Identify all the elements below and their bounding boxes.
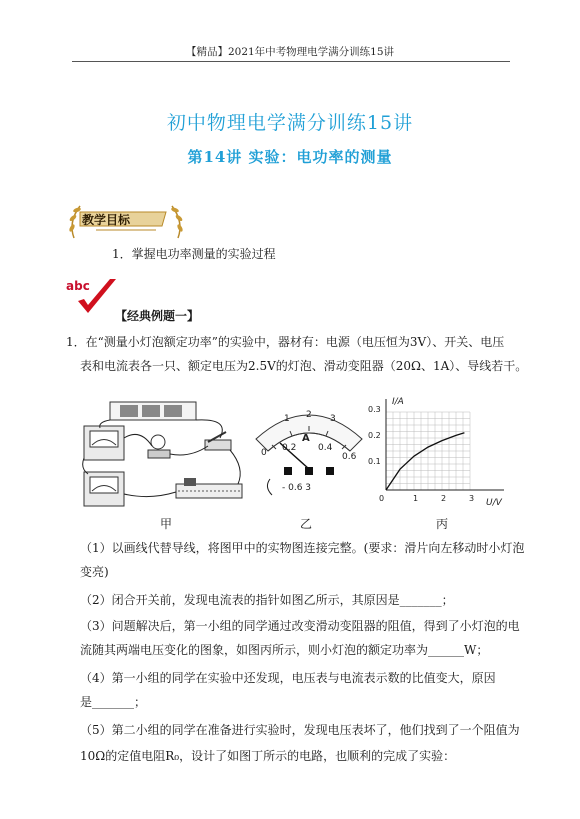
header-rule — [72, 61, 510, 62]
sub-question-4a: （4）第一小组的同学在实验中还发现，电压表与电流表示数的比值变大，原因 — [80, 671, 496, 685]
example-heading: 【经典例题一】 — [115, 309, 200, 323]
figure-iu-graph — [368, 395, 518, 510]
sub-question-3a: （3）问题解决后，第一小组的同学通过改变滑动变阻器的阻值，得到了小灯泡的电 — [80, 619, 520, 633]
sub-question-5a: （5）第二小组的同学在准备进行实验时，发现电压表坏了，他们找到了一个阻值为 — [80, 723, 520, 737]
y-tick-0.1: 0.1 — [368, 457, 381, 466]
y-axis-label: I/A — [392, 397, 404, 407]
meter-terminals: - 0.6 3 — [282, 483, 312, 493]
lesson-subtitle: 第14讲 实验：电功率的测量 — [187, 148, 393, 166]
meter-top-tick-2: 2 — [306, 410, 312, 420]
figure-circuit-apparatus — [80, 398, 250, 510]
iu-curve — [386, 433, 464, 490]
meter-tick-0.6: 0.6 — [342, 452, 357, 462]
sub-question-4b: 是_______； — [80, 695, 147, 709]
sub-question-3b: 流随其两端电压变化的图象，如图丙所示，则小灯泡的额定功率为______W； — [80, 643, 489, 657]
meter-tick-0.4: 0.4 — [318, 443, 333, 453]
abc-checkmark-icon — [64, 275, 120, 317]
sub-question-1b: 变亮) — [80, 565, 109, 579]
running-header: 【精品】2021年中考物理电学满分训练15讲 — [185, 46, 395, 58]
y-tick-0.3: 0.3 — [368, 405, 381, 414]
meter-top-tick-3: 3 — [330, 414, 336, 424]
question-line-1: 1．在“测量小灯泡额定功率”的实验中，器材有：电源（电压恒为3V）、开关、电压 — [66, 335, 505, 349]
sub-question-5b: 10Ω的定值电阻R₀，设计了如图丁所示的电路，也顺利的完成了实验： — [80, 749, 456, 763]
question-line-2: 表和电流表各一只、额定电压为2.5V的灯泡、滑动变阻器（20Ω、1A）、导线若干。 — [80, 359, 528, 373]
abc-text: abc — [66, 279, 90, 293]
graph-grid — [386, 412, 470, 490]
document-title: 初中物理电学满分训练15讲 — [166, 112, 414, 134]
objective-item: 1．掌握电功率测量的实验过程 — [112, 247, 276, 261]
meter-top-tick-1: 1 — [284, 414, 290, 424]
sub-question-1a: （1）以画线代替导线，将图甲中的实物图连接完整。(要求：滑片向左移动时小灯泡 — [80, 541, 525, 555]
x-tick-0: 0 — [379, 494, 385, 503]
x-tick-2: 2 — [441, 494, 447, 503]
objective-badge-label: 教学目标 — [82, 213, 131, 227]
x-tick-3: 3 — [469, 494, 475, 503]
figure-label-bing: 丙 — [436, 517, 449, 531]
meter-unit: A — [302, 433, 310, 444]
x-tick-1: 1 — [413, 494, 419, 503]
figure-label-jia: 甲 — [160, 517, 173, 531]
figure-ammeter-dial — [250, 395, 368, 510]
y-tick-0.2: 0.2 — [368, 431, 381, 440]
meter-tick-0: 0 — [261, 448, 267, 458]
sub-question-2: （2）闭合开关前，发现电流表的指针如图乙所示，其原因是_______； — [80, 593, 454, 607]
figure-label-yi: 乙 — [300, 517, 313, 531]
x-axis-label: U/V — [486, 498, 502, 508]
meter-tick-0.2: 0.2 — [282, 443, 297, 453]
